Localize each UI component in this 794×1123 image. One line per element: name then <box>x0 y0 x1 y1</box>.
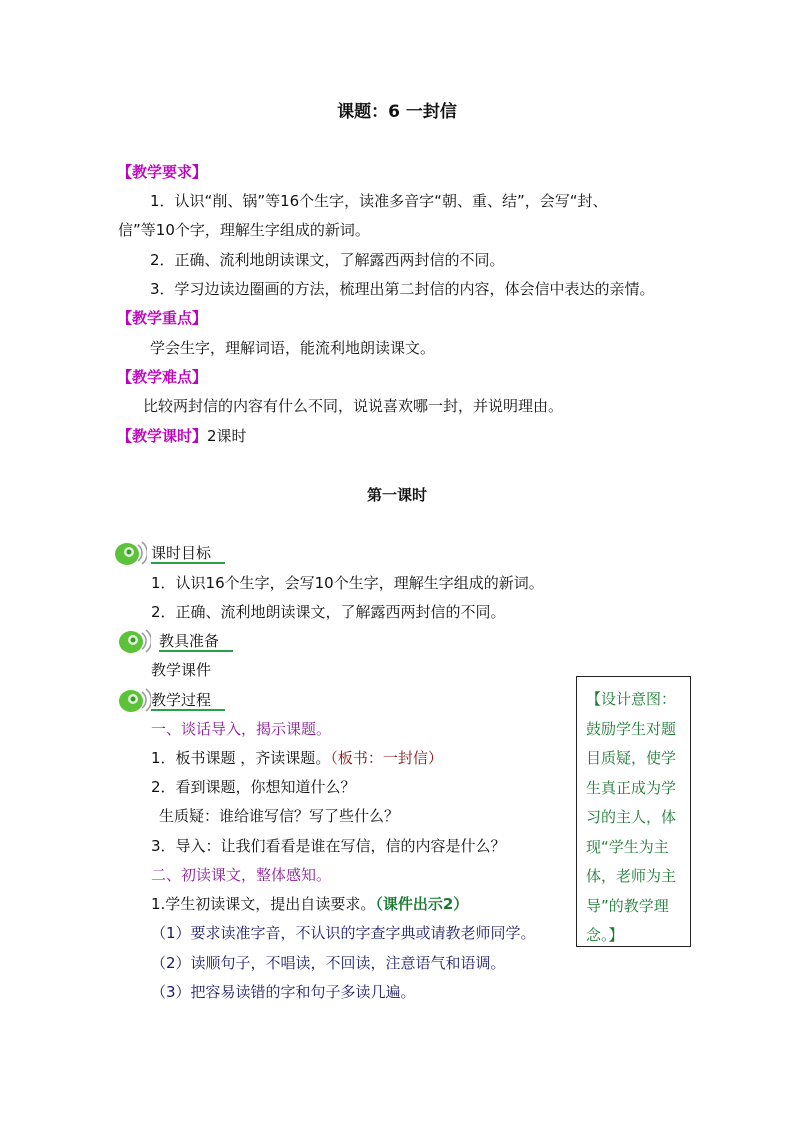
step-item: 生质疑：谁给谁写信？写了些什么？ <box>159 807 400 825</box>
step-subitem: （1）要求读准字音，不认识的字查字典或请教老师同学。 <box>151 924 536 942</box>
step-item: 2．看到课题，你想知道什么？ <box>151 778 356 796</box>
materials-text: 教学课件 <box>151 661 212 679</box>
requirement-item: 1．认识“削、锅”等16个生字，读准多音字“朝、重、结”，会写“封、 <box>150 192 608 210</box>
design-note-box: 【设计意图：鼓励学生对题目质疑，使学生真正成为学习的主人，体现“学生为主体，老师为主导”的教学理念。】 <box>576 676 691 947</box>
objective-item: 1．认识16个生字，会写10个生字，理解生字组成的新词。 <box>151 574 544 592</box>
leaf-icon <box>117 686 151 714</box>
courseware-note: （课件出示2） <box>375 895 469 913</box>
page-title: 课题：6 一封信 <box>337 102 457 122</box>
requirements-heading: 【教学要求】 <box>117 163 208 181</box>
step-item: 1.学生初读课文，提出自读要求。 <box>151 895 376 913</box>
difficulties-text: 比较两封信的内容有什么不同，说说喜欢哪一封，并说明理由。 <box>143 397 564 415</box>
materials-heading: 教具准备 <box>159 632 233 652</box>
step-subitem: （2）读顺句子，不唱读，不回读，注意语气和语调。 <box>151 954 506 972</box>
step-heading: 二、初读课文，整体感知。 <box>151 866 332 884</box>
requirement-item: 2．正确、流利地朗读课文，了解露西两封信的不同。 <box>150 251 505 269</box>
difficulties-heading: 【教学难点】 <box>117 368 208 386</box>
lesson-title: 第一课时 <box>366 486 427 504</box>
step-item: 1．板书课题 ，齐读课题。 <box>151 749 331 767</box>
hours-text: 2课时 <box>207 427 247 445</box>
key-points-heading: 【教学重点】 <box>117 309 208 327</box>
step-subitem: （3）把容易读错的字和句子多读几遍。 <box>151 983 416 1001</box>
objectives-heading: 课时目标 <box>151 544 225 564</box>
board-note: （板书：一封信） <box>330 749 443 767</box>
key-points-text: 学会生字，理解词语，能流利地朗读课文。 <box>150 339 436 357</box>
leaf-icon <box>117 627 151 655</box>
step-item: 3．导入：让我们看看是谁在写信，信的内容是什么？ <box>151 837 506 855</box>
leaf-icon <box>113 539 147 567</box>
process-heading: 教学过程 <box>151 691 225 711</box>
hours-heading: 【教学课时】 <box>117 427 208 445</box>
objective-item: 2．正确、流利地朗读课文，了解露西两封信的不同。 <box>151 603 506 621</box>
requirement-item: 3．学习边读边圈画的方法，梳理出第二封信的内容，体会信中表达的亲情。 <box>150 280 655 298</box>
step-heading: 一、谈话导入，揭示课题。 <box>151 720 332 738</box>
requirement-item: 信”等10个字，理解生字组成的新词。 <box>118 221 370 239</box>
